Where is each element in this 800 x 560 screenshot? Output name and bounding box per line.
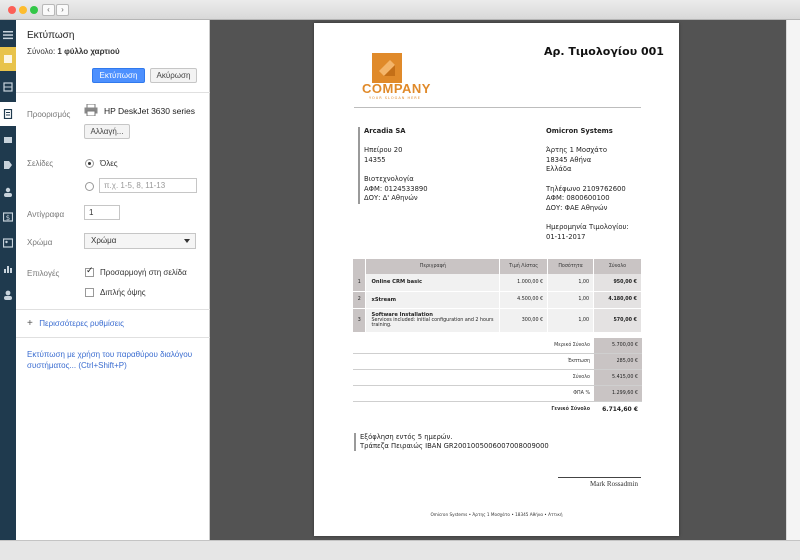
divider	[16, 337, 210, 338]
seller-info	[358, 127, 428, 204]
buyer-name: Omicron Systems	[546, 127, 613, 135]
table-header-row	[353, 259, 642, 274]
row-index: 2	[353, 291, 366, 308]
copies-input[interactable]: 1	[84, 205, 120, 220]
color-select[interactable]	[84, 233, 196, 249]
back-button[interactable]: ‹	[42, 4, 55, 16]
buyer-phone: Τηλέφωνο 2109762600	[546, 184, 626, 193]
item-name: Software Installation	[371, 312, 433, 318]
document-icon	[3, 109, 13, 119]
signature-line	[558, 477, 641, 478]
row-qty: 1,00	[548, 274, 594, 291]
vat-label: ΦΠΑ %	[573, 391, 590, 396]
invoice-title: Αρ. Τιμολογίου 001	[544, 45, 664, 58]
options-label: Επιλογές	[27, 269, 60, 278]
buyer-afm: ΑΦΜ: 0800600100	[546, 194, 610, 203]
printer-icon	[84, 104, 98, 116]
row-index: 3	[353, 308, 366, 332]
fit-to-page-label: Προσαρμογή στη σελίδα	[100, 268, 187, 277]
seller-postcode: 14355	[364, 155, 386, 164]
invoice-date: 01-11-2017	[546, 232, 586, 241]
row-total: 570,00 €	[594, 308, 642, 332]
row-price: 4.500,00 €	[500, 291, 548, 308]
row-description	[366, 274, 500, 291]
chevron-down-icon	[184, 239, 190, 243]
company-logo-name: COMPANY	[362, 81, 431, 96]
more-settings-link[interactable]	[27, 318, 124, 329]
close-window-button[interactable]	[8, 6, 16, 14]
grand-total-value: 6.714,60 €	[602, 406, 638, 413]
printer-name: HP DeskJet 3630 series	[104, 106, 196, 116]
pages-range-radio[interactable]	[85, 182, 94, 191]
grand-total-label: Γενικό Σύνολο	[551, 407, 590, 412]
row-description	[366, 291, 500, 308]
divider	[16, 92, 210, 93]
chart-icon[interactable]	[3, 264, 13, 274]
buyer-info	[546, 127, 656, 242]
discount-row	[353, 354, 642, 370]
sidebar-item-invoices[interactable]	[0, 102, 16, 126]
invoice-footer: Omicron Systems • Άρτης 1 Μοσχάτο • 18345 Αθήνα • Αττική	[430, 512, 563, 517]
color-select-value: Χρώμα	[91, 236, 117, 245]
print-button[interactable]: Εκτύπωση	[92, 68, 145, 83]
plus-icon: +	[27, 318, 33, 329]
divider	[16, 309, 210, 310]
payment-info	[354, 433, 549, 451]
print-settings-panel	[16, 20, 210, 540]
row-qty: 1,00	[548, 291, 594, 308]
print-title: Εκτύπωση	[27, 30, 75, 41]
grand-total-row	[353, 402, 642, 418]
discount-label: Έκπτωση	[567, 359, 590, 364]
dollar-icon[interactable]	[3, 212, 13, 222]
bank-iban: Τράπεζα Πειραιώς IBAN GR2001005006007008009000	[360, 442, 549, 450]
layers-icon[interactable]	[3, 135, 13, 145]
tag-icon[interactable]	[3, 160, 13, 170]
seller-afm: ΑΦΜ: 0124533890	[364, 184, 428, 193]
total-value: 5.415,00 €	[594, 370, 642, 385]
col-total: Σύνολο	[594, 259, 642, 274]
more-settings-label: Περισσότερες ρυθμίσεις	[39, 319, 124, 328]
users-icon[interactable]	[3, 187, 13, 197]
subtotal-row	[353, 338, 642, 354]
minimize-window-button[interactable]	[19, 6, 27, 14]
row-price: 1.000,00 €	[500, 274, 548, 291]
buyer-country: Ελλάδα	[546, 165, 572, 174]
col-description: Περιγραφή	[366, 259, 500, 274]
seller-doy: ΔΟΥ: Δ' Αθηνών	[364, 194, 418, 203]
fit-to-page-checkbox[interactable]	[85, 268, 94, 277]
bottom-bar	[0, 540, 800, 560]
invoice-page	[314, 23, 679, 536]
summary-prefix: Σύνολο:	[27, 47, 56, 56]
item-detail: Services included: initial configuration and 2 hours training.	[371, 318, 494, 328]
divider	[354, 107, 641, 108]
scrollbar[interactable]	[786, 20, 800, 540]
table-row	[353, 308, 642, 332]
company-logo-slogan: YOUR SLOGAN HERE	[369, 96, 421, 100]
user-icon[interactable]	[3, 290, 13, 300]
zoom-window-button[interactable]	[30, 6, 38, 14]
row-description	[366, 308, 500, 332]
app-sidebar-rail	[0, 20, 16, 540]
company-logo-icon	[372, 53, 402, 83]
two-sided-checkbox[interactable]	[85, 288, 94, 297]
seller-name: Arcadia SA	[364, 127, 406, 135]
pages-label: Σελίδες	[27, 159, 54, 168]
invoice-date-label: Ημερομηνία Τιμολογίου:	[546, 222, 629, 231]
discount-value: 285,00 €	[594, 354, 642, 369]
signature-name: Mark Rossadmin	[590, 480, 639, 488]
svg-text:$: $	[5, 214, 11, 222]
pages-all-label: Όλες	[100, 159, 118, 168]
col-quantity: Ποσότητα	[548, 259, 594, 274]
seller-address: Ηπείρου 20	[364, 146, 403, 155]
line-items-table	[353, 259, 642, 333]
image-icon[interactable]	[3, 238, 13, 248]
row-qty: 1,00	[548, 308, 594, 332]
subtotal-value: 5.700,00 €	[594, 338, 642, 353]
buyer-doy: ΔΟΥ: ΦΑΕ Αθηνών	[546, 203, 608, 212]
window-titlebar	[0, 0, 800, 20]
sidebar-item-active[interactable]	[0, 47, 16, 71]
two-sided-label: Διπλής όψης	[100, 288, 146, 297]
row-index: 1	[353, 274, 366, 291]
destination-label: Προορισμός	[27, 110, 71, 119]
table-row	[353, 274, 642, 291]
vat-value: 1.299,60 €	[594, 386, 642, 401]
box-icon	[3, 54, 13, 64]
grid-icon[interactable]	[3, 82, 13, 92]
seller-activity: Βιοτεχνολογία	[364, 174, 414, 183]
color-label: Χρώμα	[27, 238, 53, 247]
payment-terms: Εξόφληση εντός 5 ημερών.	[360, 433, 453, 441]
summary-value: 1 φύλλο χαρτιού	[57, 47, 120, 56]
cancel-button[interactable]: Ακύρωση	[150, 68, 197, 83]
vat-row	[353, 386, 642, 402]
total-label: Σύνολο	[572, 375, 590, 380]
pages-all-radio[interactable]	[85, 159, 94, 168]
row-total: 4.180,00 €	[594, 291, 642, 308]
item-name: xStream	[371, 296, 397, 303]
system-dialog-link[interactable]: Εκτύπωση με χρήση του παραθύρου διαλόγου συστήματος... (Ctrl+Shift+P)	[27, 350, 193, 370]
total-row	[353, 370, 642, 386]
row-total: 950,00 €	[594, 274, 642, 291]
totals-block	[353, 338, 642, 418]
copies-label: Αντίγραφα	[27, 210, 65, 219]
forward-button[interactable]: ›	[56, 4, 69, 16]
print-summary	[27, 47, 120, 56]
row-price: 300,00 €	[500, 308, 548, 332]
pages-range-input[interactable]: π.χ. 1-5, 8, 11-13	[99, 178, 197, 193]
buyer-address: Άρτης 1 Μοσχάτο	[546, 146, 608, 155]
table-row	[353, 291, 642, 308]
subtotal-label: Μερικό Σύνολο	[554, 343, 590, 348]
change-destination-button[interactable]: Αλλαγή...	[84, 124, 130, 139]
menu-icon[interactable]	[3, 30, 13, 40]
buyer-city: 18345 Αθήνα	[546, 155, 592, 164]
col-list-price: Τιμή Λίστας	[500, 259, 548, 274]
item-name: Online CRM basic	[371, 279, 423, 286]
